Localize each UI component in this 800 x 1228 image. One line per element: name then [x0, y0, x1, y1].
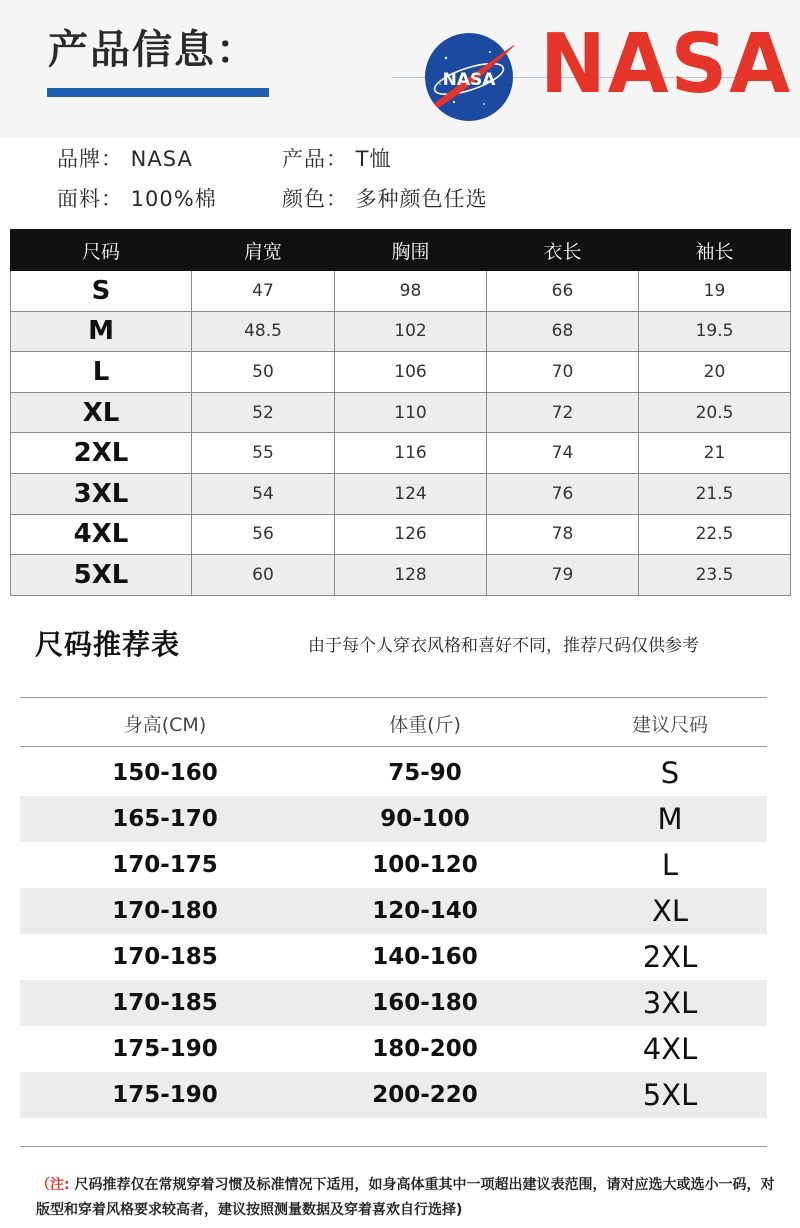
suggested-size-cell: 3XL: [642, 986, 698, 1020]
brand-info: 品牌： NASA: [57, 147, 193, 171]
suggested-size-cell: L: [661, 848, 679, 882]
size-cell: XL: [11, 392, 192, 433]
size-cell: L: [11, 352, 192, 393]
size-chart-table: [10, 229, 791, 596]
size-chart-row: [11, 392, 791, 433]
footnote: [36, 1173, 776, 1223]
footnote-mark: （注:: [36, 1177, 70, 1193]
size-chart-header: 衣长: [487, 230, 639, 271]
shoulder-cell: 47: [192, 271, 335, 312]
size-chart-header-row: [11, 230, 791, 271]
shoulder-cell: 60: [192, 555, 335, 596]
title-underline: [47, 88, 269, 97]
recommendation-header-height: 身高(CM): [123, 714, 207, 736]
recommendation-row: [20, 888, 767, 934]
product-info: 产品： T恤: [282, 147, 392, 171]
length-cell: 79: [487, 555, 639, 596]
recommendation-header-size: 建议尺码: [631, 714, 708, 736]
size-cell: S: [11, 271, 192, 312]
recommendation-row: [20, 842, 767, 888]
weight-cell: 200-220: [372, 1082, 478, 1108]
nasa-meatball-logo: [424, 32, 514, 122]
weight-cell: 140-160: [372, 944, 478, 970]
chest-cell: 116: [335, 433, 487, 474]
size-chart-row: [11, 433, 791, 474]
meatball-logo-text: NASA: [442, 70, 496, 90]
suggested-size-cell: S: [660, 756, 680, 790]
height-cell: 175-190: [112, 1036, 218, 1062]
suggested-size-cell: XL: [651, 894, 689, 928]
height-cell: 170-180: [112, 898, 218, 924]
sleeve-cell: 19.5: [639, 311, 791, 352]
footnote-text: 尺码推荐仅在常规穿着习惯及标准情况下适用，如身高体重其中一项超出建议表范围，请对应选大或选小一码，对版型和穿着风格要求较高者，建议按照测量数据及穿着喜欢自行选择): [36, 1177, 775, 1218]
shoulder-cell: 48.5: [192, 311, 335, 352]
length-cell: 72: [487, 392, 639, 433]
height-cell: 175-190: [112, 1082, 218, 1108]
size-chart-row: [11, 311, 791, 352]
shoulder-cell: 52: [192, 392, 335, 433]
height-cell: 150-160: [112, 760, 218, 786]
suggested-size-cell: 5XL: [642, 1078, 698, 1112]
size-chart-row: [11, 352, 791, 393]
weight-cell: 100-120: [372, 852, 478, 878]
nasa-worm-logo: NASA: [540, 17, 793, 112]
recommendation-header-weight: 体重(斤): [389, 714, 461, 736]
length-cell: 70: [487, 352, 639, 393]
page-title: 产品信息：: [48, 27, 258, 73]
shoulder-cell: 56: [192, 514, 335, 555]
recommendation-row: [20, 934, 767, 980]
chest-cell: 124: [335, 473, 487, 514]
recommendation-top-rule: [20, 697, 767, 698]
recommendation-header-rule: [20, 746, 767, 747]
recommendation-row: [20, 1072, 767, 1118]
size-cell: 2XL: [11, 433, 192, 474]
recommendation-bottom-rule: [20, 1146, 767, 1147]
sleeve-cell: 21.5: [639, 473, 791, 514]
suggested-size-cell: M: [657, 802, 683, 836]
chest-cell: 110: [335, 392, 487, 433]
recommendation-row: [20, 1026, 767, 1072]
suggested-size-cell: 4XL: [642, 1032, 698, 1066]
size-cell: M: [11, 311, 192, 352]
weight-cell: 160-180: [372, 990, 478, 1016]
sleeve-cell: 19: [639, 271, 791, 312]
sleeve-cell: 20: [639, 352, 791, 393]
sleeve-cell: 23.5: [639, 555, 791, 596]
chest-cell: 128: [335, 555, 487, 596]
recommendation-row: [20, 796, 767, 842]
weight-cell: 180-200: [372, 1036, 478, 1062]
weight-cell: 75-90: [388, 760, 462, 786]
length-cell: 74: [487, 433, 639, 474]
sleeve-cell: 22.5: [639, 514, 791, 555]
sleeve-cell: 20.5: [639, 392, 791, 433]
size-cell: 4XL: [11, 514, 192, 555]
shoulder-cell: 54: [192, 473, 335, 514]
size-chart-row: [11, 555, 791, 596]
color-info: 颜色： 多种颜色任选: [282, 187, 488, 211]
chest-cell: 106: [335, 352, 487, 393]
recommendation-note: 由于每个人穿衣风格和喜好不同，推荐尺码仅供参考: [308, 636, 699, 656]
size-cell: 5XL: [11, 555, 192, 596]
size-chart-header: 尺码: [11, 230, 192, 271]
suggested-size-cell: 2XL: [642, 940, 698, 974]
size-chart-header: 肩宽: [192, 230, 335, 271]
recommendation-row: [20, 750, 767, 796]
weight-cell: 120-140: [372, 898, 478, 924]
size-cell: 3XL: [11, 473, 192, 514]
length-cell: 76: [487, 473, 639, 514]
size-chart-header: 胸围: [335, 230, 487, 271]
size-chart-row: [11, 514, 791, 555]
chest-cell: 126: [335, 514, 487, 555]
height-cell: 170-175: [112, 852, 218, 878]
height-cell: 170-185: [112, 990, 218, 1016]
height-cell: 170-185: [112, 944, 218, 970]
recommendation-row: [20, 980, 767, 1026]
size-chart-row: [11, 271, 791, 312]
weight-cell: 90-100: [380, 806, 470, 832]
size-chart-header: 袖长: [639, 230, 791, 271]
shoulder-cell: 50: [192, 352, 335, 393]
height-cell: 165-170: [112, 806, 218, 832]
chest-cell: 102: [335, 311, 487, 352]
length-cell: 66: [487, 271, 639, 312]
chest-cell: 98: [335, 271, 487, 312]
length-cell: 78: [487, 514, 639, 555]
sleeve-cell: 21: [639, 433, 791, 474]
size-chart-row: [11, 473, 791, 514]
length-cell: 68: [487, 311, 639, 352]
shoulder-cell: 55: [192, 433, 335, 474]
fabric-info: 面料： 100%棉: [57, 187, 217, 211]
recommendation-title: 尺码推荐表: [35, 628, 181, 661]
